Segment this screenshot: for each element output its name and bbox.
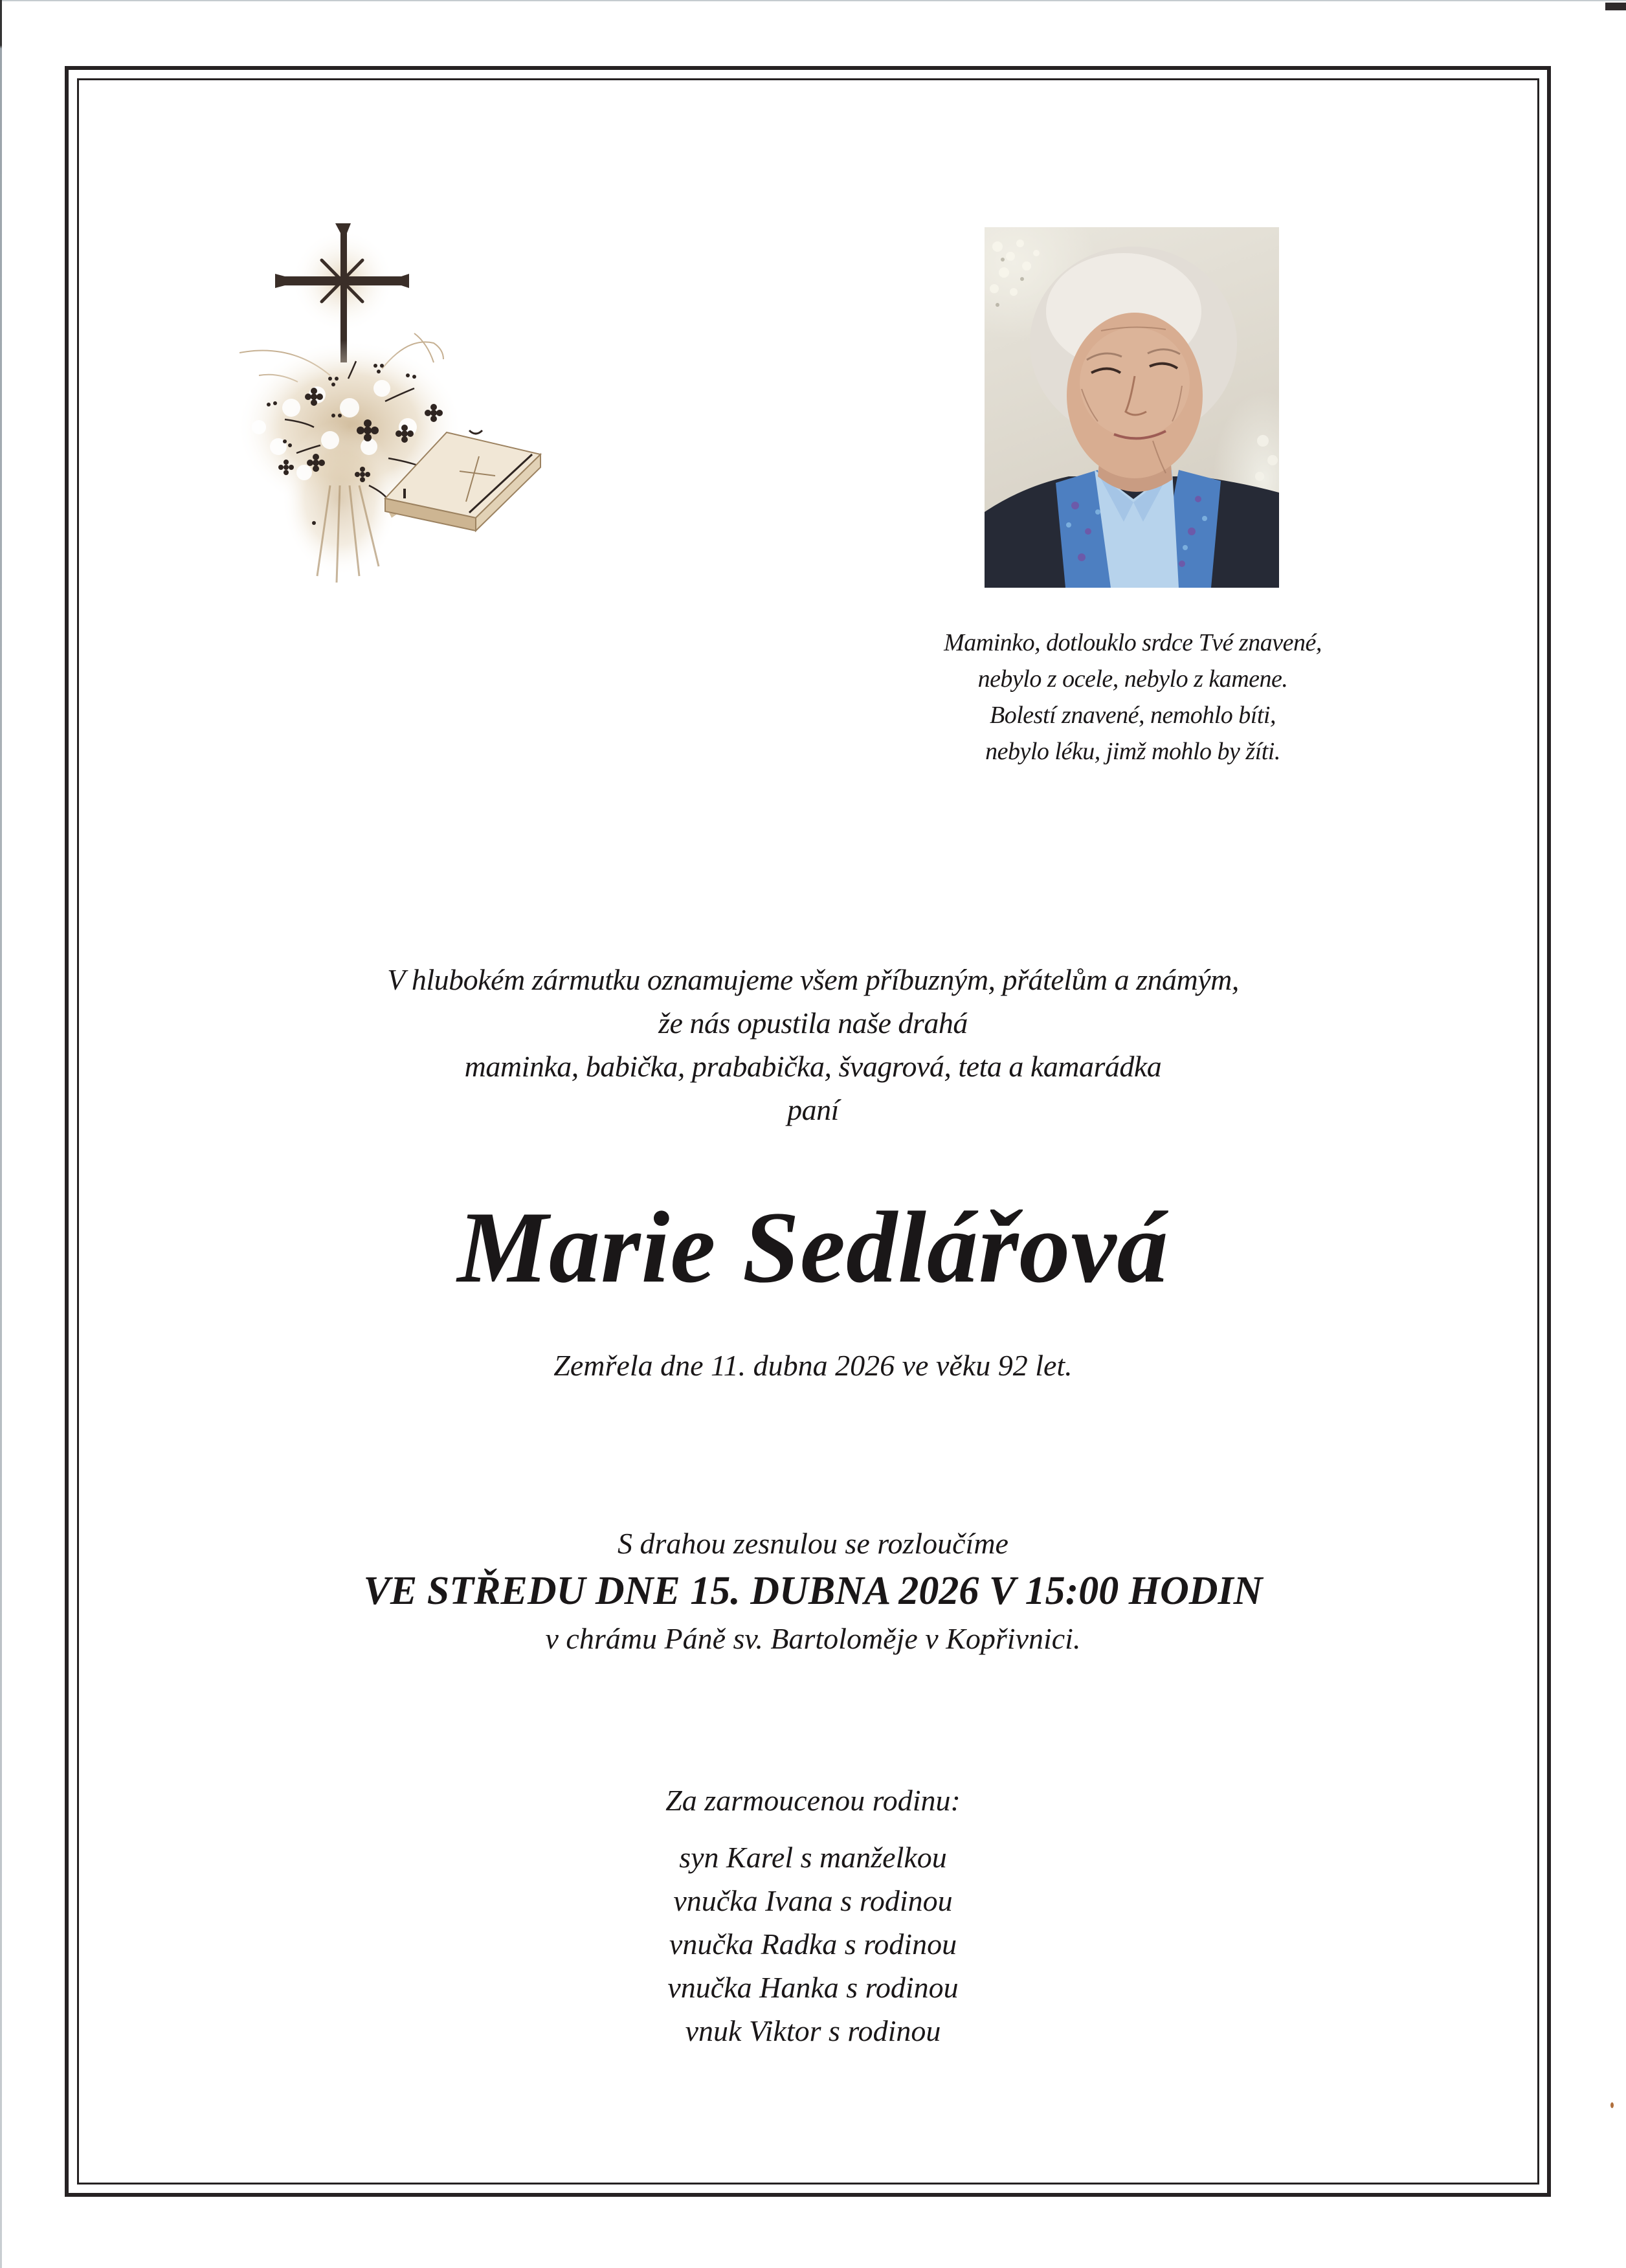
- farewell-intro: S drahou zesnulou se rozloučíme: [618, 1527, 1008, 1560]
- family-list: [166, 1836, 1460, 2052]
- portrait-photo: [985, 227, 1279, 588]
- farewell-place: v chrámu Páně sv. Bartoloměje v Kopřivnici.: [545, 1622, 1081, 1655]
- memorial-poem: [841, 625, 1424, 770]
- intro-line: V hlubokém zármutku oznamujeme všem příbuzným, přátelům a známým,: [387, 963, 1239, 996]
- intro-line: maminka, babička, prababička, švagrová, teta a kamarádka: [464, 1050, 1162, 1083]
- poem-line: nebylo z ocele, nebylo z kamene.: [977, 665, 1288, 693]
- family-member: syn Karel s manželkou: [679, 1841, 947, 1874]
- intro-line: že nás opustila naše drahá: [658, 1006, 968, 1040]
- poem-line: nebylo léku, jimž mohlo by žíti.: [985, 738, 1280, 765]
- farewell-date-time: VE STŘEDU DNE 15. DUBNA 2026 V 15:00 HODIN: [363, 1569, 1263, 1613]
- poem-line: Bolestí znavené, nemohlo bíti,: [990, 702, 1276, 729]
- announcement-intro: [166, 958, 1460, 1131]
- scan-edge-top: [0, 0, 1626, 1]
- cross-with-flowers-and-bible-icon: [220, 214, 557, 764]
- deceased-name: Marie Sedlářová: [457, 1191, 1169, 1304]
- intro-line: paní: [787, 1093, 839, 1126]
- scan-speck: [1610, 2102, 1614, 2108]
- scan-artifact: [1605, 3, 1626, 10]
- poem-line: Maminko, dotlouklo srdce Tvé znavené,: [944, 629, 1322, 656]
- scan-edge-left: [0, 0, 2, 2268]
- family-member: vnučka Radka s rodinou: [669, 1928, 957, 1961]
- death-date-line: Zemřela dne 11. dubna 2026 ve věku 92 let.: [553, 1349, 1073, 1382]
- family-member: vnuk Viktor s rodinou: [685, 2014, 941, 2047]
- family-member: vnučka Hanka s rodinou: [667, 1971, 959, 2004]
- family-label: Za zarmoucenou rodinu:: [665, 1784, 961, 1817]
- family-member: vnučka Ivana s rodinou: [673, 1884, 953, 1917]
